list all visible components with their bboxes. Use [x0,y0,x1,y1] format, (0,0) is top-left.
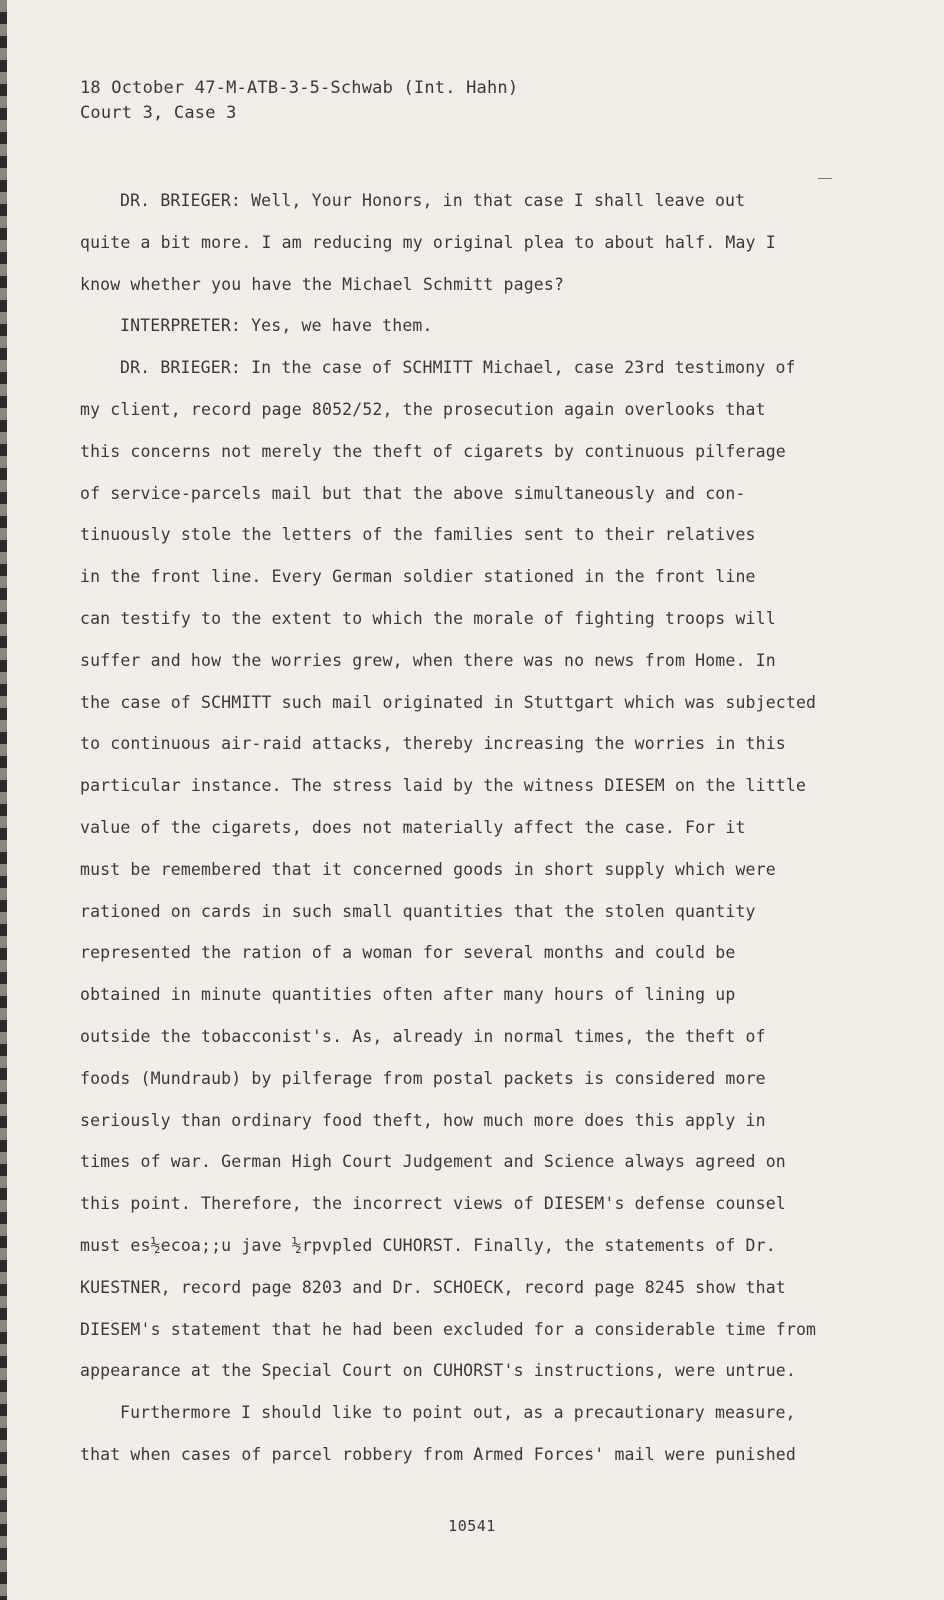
body-line-4: INTERPRETER: Yes, we have them. [120,316,433,336]
body-line-20: obtained in minute quantities often after many hours of lining up [80,985,736,1005]
body-line-9: tinuously stole the letters of the families sent to their relatives [80,525,756,545]
body-line-13: the case of SCHMITT such mail originated in Stuttgart which was subjected [80,692,817,712]
body-line-6: my client, record page 8052/52, the prosecution again overlooks that [80,399,766,419]
header-court-line: Court 3, Case 3 [80,103,237,123]
body-line-29: appearance at the Special Court on CUHORST's instructions, were untrue. [80,1361,796,1381]
body-line-8: of service-parcels mail but that the above simultaneously and con- [80,483,746,503]
header-date-line: 18 October 47-M-ATB-3-5-Schwab (Int. Hahn) [80,78,519,98]
document-header [80,76,518,126]
body-line-19: represented the ration of a woman for several months and could be [80,943,736,963]
body-line-21: outside the tobacconist's. As, already in normal times, the theft of [80,1026,766,1046]
body-line-30: Furthermore I should like to point out, as a precautionary measure, [120,1403,796,1423]
body-line-22: foods (Mundraub) by pilferage from postal packets is considered more [80,1068,766,1088]
body-line-7: this concerns not merely the theft of cigarets by continuous pilferage [80,441,786,461]
body-line-23: seriously than ordinary food theft, how much more does this apply in [80,1110,766,1130]
body-line-3: know whether you have the Michael Schmitt pages? [80,274,565,294]
body-line-26: must es½ecoa;;u jave ½rpvpled CUHORST. Finally, the statements of Dr. [80,1235,776,1255]
body-line-14: to continuous air-raid attacks, thereby increasing the worries in this [80,734,786,754]
body-line-10: in the front line. Every German soldier stationed in the front line [80,567,756,587]
stray-pen-mark [818,178,832,179]
body-line-28: DIESEM's statement that he had been excluded for a considerable time from [80,1319,817,1339]
binding-edge [0,0,7,1600]
body-line-25: this point. Therefore, the incorrect views of DIESEM's defense counsel [80,1194,786,1214]
body-line-16: value of the cigarets, does not materially affect the case. For it [80,817,746,837]
body-line-18: rationed on cards in such small quantities that the stolen quantity [80,901,756,921]
page-number: 10541 [448,1517,496,1535]
body-line-27: KUESTNER, record page 8203 and Dr. SCHOECK, record page 8245 show that [80,1277,786,1297]
body-line-15: particular instance. The stress laid by the witness DIESEM on the little [80,776,807,796]
transcript-body [80,180,840,1476]
body-line-1: DR. BRIEGER: Well, Your Honors, in that case I shall leave out [120,191,746,210]
body-line-12: suffer and how the worries grew, when there was no news from Home. In [80,650,776,670]
body-line-17: must be remembered that it concerned goods in short supply which were [80,859,776,879]
body-line-5: DR. BRIEGER: In the case of SCHMITT Michael, case 23rd testimony of [120,358,796,378]
body-line-31: that when cases of parcel robbery from Armed Forces' mail were punished [80,1444,796,1464]
body-line-11: can testify to the extent to which the morale of fighting troops will [80,608,776,628]
body-line-24: times of war. German High Court Judgement and Science always agreed on [80,1152,786,1172]
body-line-2: quite a bit more. I am reducing my original plea to about half. May I [80,232,776,252]
